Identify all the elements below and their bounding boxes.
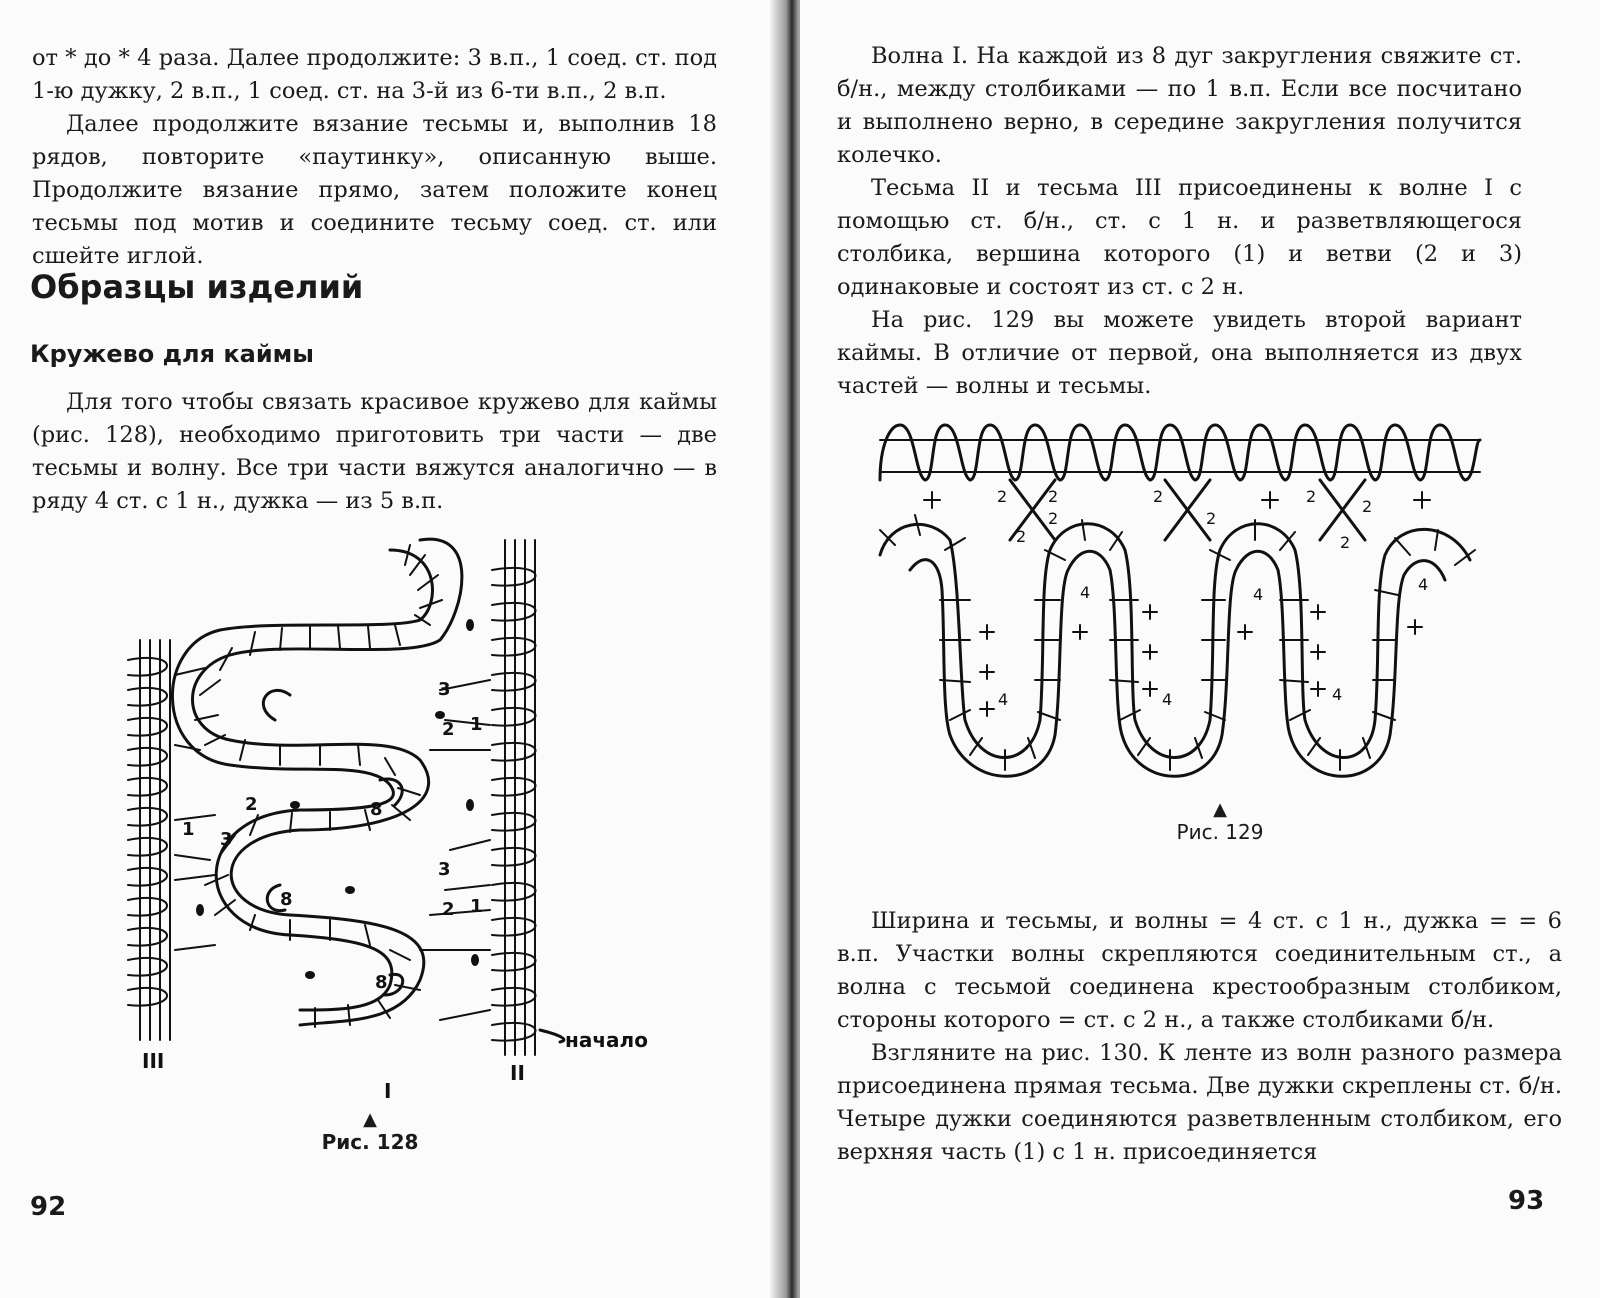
right-paragraph-5: Взгляните на рис. 130. К ленте из волн разного размера присоединена прямая тесьма. Две дужки скреплены ст. б/н. Четыре дужки соединяются разветвленным столбиком, его верхняя часть (1) с 1 н. присоединяется [837,1040,1562,1165]
number-3-top: 3 [438,679,451,700]
number-1-mid: 1 [470,896,483,917]
number-2-left: 2 [245,794,258,815]
label-iii: III [142,1049,165,1073]
right-paragraph-3: На рис. 129 вы можете увидеть второй вариант каймы. В отличие от первой, она выполняется из двух частей — волны и тесьмы. [837,307,1522,399]
left-paragraph-2: Далее продолжите вязание тесьмы и, выполнив 18 рядов, повторите «паутинку», описанную выше. Продолжите вязание прямо, затем положите конец тесьмы под мотив и соедините тесьму соед. ст. или сшейте иглой. [32,111,717,269]
number-4-a: 4 [1080,583,1091,602]
number-2-i: 2 [1340,533,1351,552]
number-4-c: 4 [1418,575,1429,594]
tape-ii [492,540,564,1055]
tape-iii [128,640,170,1040]
figure-129-diagram [870,420,1510,800]
number-2-a: 2 [997,487,1008,506]
number-8-c: 8 [375,972,388,993]
number-2-g: 2 [1306,487,1317,506]
right-page [800,0,1600,1298]
left-paragraph-3: Для того чтобы связать красивое кружево для каймы (рис. 128), необходимо приготовить три части — две тесьмы и волну. Все три части вяжутся аналогично — в ряду 4 ст. с 1 н., дужка — из 5 в.п. [32,389,717,514]
number-4-f: 4 [1332,685,1343,704]
figure-128-diagram [120,530,660,1103]
number-2-mid: 2 [442,899,455,920]
number-8-b: 8 [280,889,293,910]
number-2-h: 2 [1362,497,1373,516]
number-3-mid: 3 [438,859,451,880]
number-2-e: 2 [1153,487,1164,506]
right-paragraph-4: Ширина и тесьмы, и волны = 4 ст. с 1 н., дужка = = 6 в.п. Участки волны скрепляются соединительным ст., а волна с тесьмой соединена крестообразным столбиком, стороны которого = ст. с 2 н., а также столбиками б/н. [837,908,1562,1033]
figure-129-caption: ▲ Рис. 129 [1150,800,1290,844]
number-2-f: 2 [1206,509,1217,528]
subsection-heading: Кружево для каймы [30,340,314,368]
number-1-left: 1 [182,819,195,840]
number-4-b: 4 [1253,585,1264,604]
left-page [0,0,788,1298]
right-paragraph-1: Волна I. На каждой из 8 дуг закругления свяжите ст. б/н., между столбиками — по 1 в.п. Если все посчитано и выполнено верно, в середине закругления получится колечко. [837,43,1522,168]
figure-128-caption: ▲ Рис. 128 [300,1110,440,1154]
number-2-c: 2 [1048,509,1059,528]
label-start: начало [565,1028,648,1052]
triangle-icon: ▲ [1213,799,1227,820]
left-paragraph-1: от * до * 4 раза. Далее продолжите: 3 в.п., 1 соед. ст. под 1-ю дужку, 2 в.п., 1 соед. ст. на 3-й из 6-ти в.п., 2 в.п. [32,45,717,104]
number-8-a: 8 [370,799,383,820]
number-2-b: 2 [1048,487,1059,506]
right-paragraph-2: Тесьма II и тесьма III присоединены к волне I с помощью ст. б/н., ст. с 1 н. и разветвляющегося столбика, вершина которого (1) и ветви (2 и 3) одинаковые и состоят из ст. с 2 н. [837,175,1522,300]
plus-markers [980,605,1422,716]
number-1-top: 1 [470,714,483,735]
number-4-d: 4 [998,690,1009,709]
triangle-icon: ▲ [363,1109,377,1130]
number-4-e: 4 [1162,690,1173,709]
wave-u-shapes [880,515,1475,776]
label-ii: II [510,1061,525,1085]
wave-i [172,539,461,1027]
section-heading: Образцы изделий [30,268,364,306]
number-3-left: 3 [220,829,233,850]
page-number-left: 92 [30,1192,67,1222]
top-tape [880,425,1480,480]
label-i: I [384,1079,392,1103]
page-number-right: 93 [1508,1186,1545,1216]
number-2-top: 2 [442,719,455,740]
number-2-d: 2 [1016,527,1027,546]
